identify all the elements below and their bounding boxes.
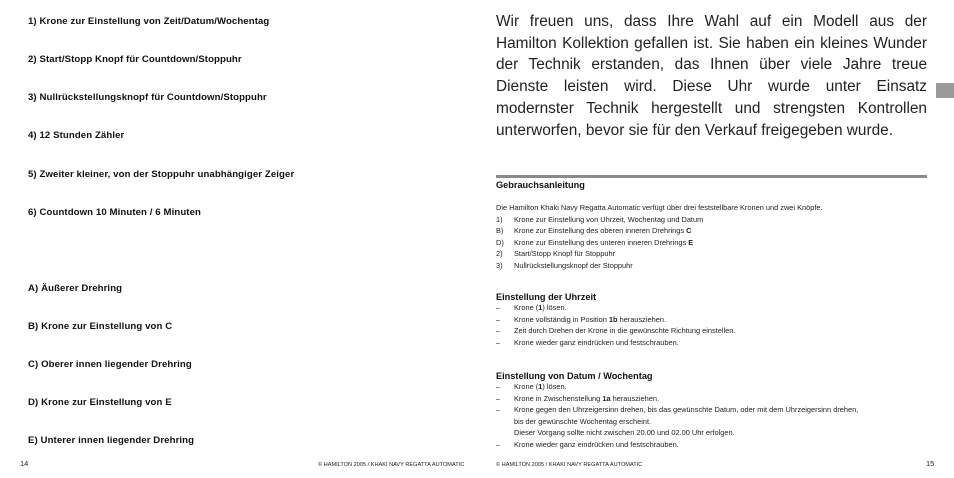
legend-label: A) Äußerer Drehring xyxy=(28,283,123,294)
section-rule xyxy=(496,175,927,178)
legend-label: 2) Start/Stopp Knopf für Countdown/Stoppuhr xyxy=(28,54,242,65)
section-intro: Die Hamilton Khaki Navy Regatta Automatic verfügt über drei feststellbare Kronen und zwei Knöpfe. xyxy=(496,203,823,212)
legend-label: C) Oberer innen liegender Drehring xyxy=(28,359,192,370)
page-number: 15 xyxy=(926,459,935,468)
right-page: Wir freuen uns, dass Ihre Wahl auf ein Modell aus der Hamilton Kollektion gefallen ist. Sie haben ein kleines Wunder der Technik erstanden, das Ihnen über viele Jahre treue Dienste leisten wird. Diese Uhr wurde unter Einsatz modernster Technik hergestellt und strengsten Kontrollen unterworfen, bevor sie für den Verkauf freigegeben wurde. Gebrauchsanleitung Die Hamilton Khaki Navy Regatta Automatic verfügt über drei feststellbare Kronen und zwei Knöpfe. 1) Krone zur Einstellung von Uhrzeit, Wochentag und Datum B) Krone zur Einstellung des oberen inneren Drehrings C D) Krone zur Einstellung des unteren inneren Drehrings E 2) Start/Stopp Knopf für Stoppuhr 3) Nullrückstellungsknopf der Stoppuhr Einstellung der Uhrzeit – Krone (1) lösen. – Krone vollständig in Position 1b herausziehen. – Zeit durch Drehen der Krone in die gewünschte Richtung einstellen. – Krone wieder ganz eindrücken und festschrauben. Einstellung von Datum / Wochentag – Krone (1) lösen. – Krone in Zwischenstellung 1a herausziehen. – Krone gegen den Uhrzeigersinn drehen, bis das gewünschte Datum, oder mit dem Uhrzeigersinn drehen, bis der gewünschte Wochentag erscheint. Dieser Vorgang sollte nicht zwischen 20.00 und 02.00 Uhr erfolgen. – Krone wieder ganz eindrücken und festschrauben. © HAMILTON 2005 / KHAKI NAVY REGATTA AUTOMATIC 15 xyxy=(477,0,954,478)
section-heading: Einstellung von Datum / Wochentag xyxy=(496,371,653,381)
page-number: 14 xyxy=(20,459,29,468)
legend-label: D) Krone zur Einstellung von E xyxy=(28,397,172,408)
page-footer: © HAMILTON 2005 / KHAKI NAVY REGATTA AUTOMATIC xyxy=(496,462,643,468)
intro-paragraph: Wir freuen uns, dass Ihre Wahl auf ein Modell aus der Hamilton Kollektion gefallen ist. Sie haben ein kleines Wunder der Technik erstanden, das Ihnen über viele Jahre treue Dienste leisten wird. Diese Uhr wurde unter Einsatz modernster Technik hergestellt und strengsten Kontrollen unterworfen, bevor sie für den Verkauf freigegeben wurde. xyxy=(496,13,927,139)
section-heading: Gebrauchsanleitung xyxy=(496,180,585,190)
legend-label: B) Krone zur Einstellung von C xyxy=(28,321,173,332)
legend-label: 1) Krone zur Einstellung von Zeit/Datum/Wochentag xyxy=(28,16,270,27)
section-heading: Einstellung der Uhrzeit xyxy=(496,292,597,302)
legend-label: 5) Zweiter kleiner, von der Stoppuhr unabhängiger Zeiger xyxy=(28,169,295,180)
legend-label: E) Unterer innen liegender Drehring xyxy=(28,435,195,446)
page-footer: © HAMILTON 2005 / KHAKI NAVY REGATTA AUTOMATIC xyxy=(318,462,465,468)
legend-label: 3) Nullrückstellungsknopf für Countdown/Stoppuhr xyxy=(28,92,267,103)
legend-label: 6) Countdown 10 Minuten / 6 Minuten xyxy=(28,207,201,218)
thumb-tab xyxy=(936,83,954,98)
legend-label: 4) 12 Stunden Zähler xyxy=(28,130,125,141)
